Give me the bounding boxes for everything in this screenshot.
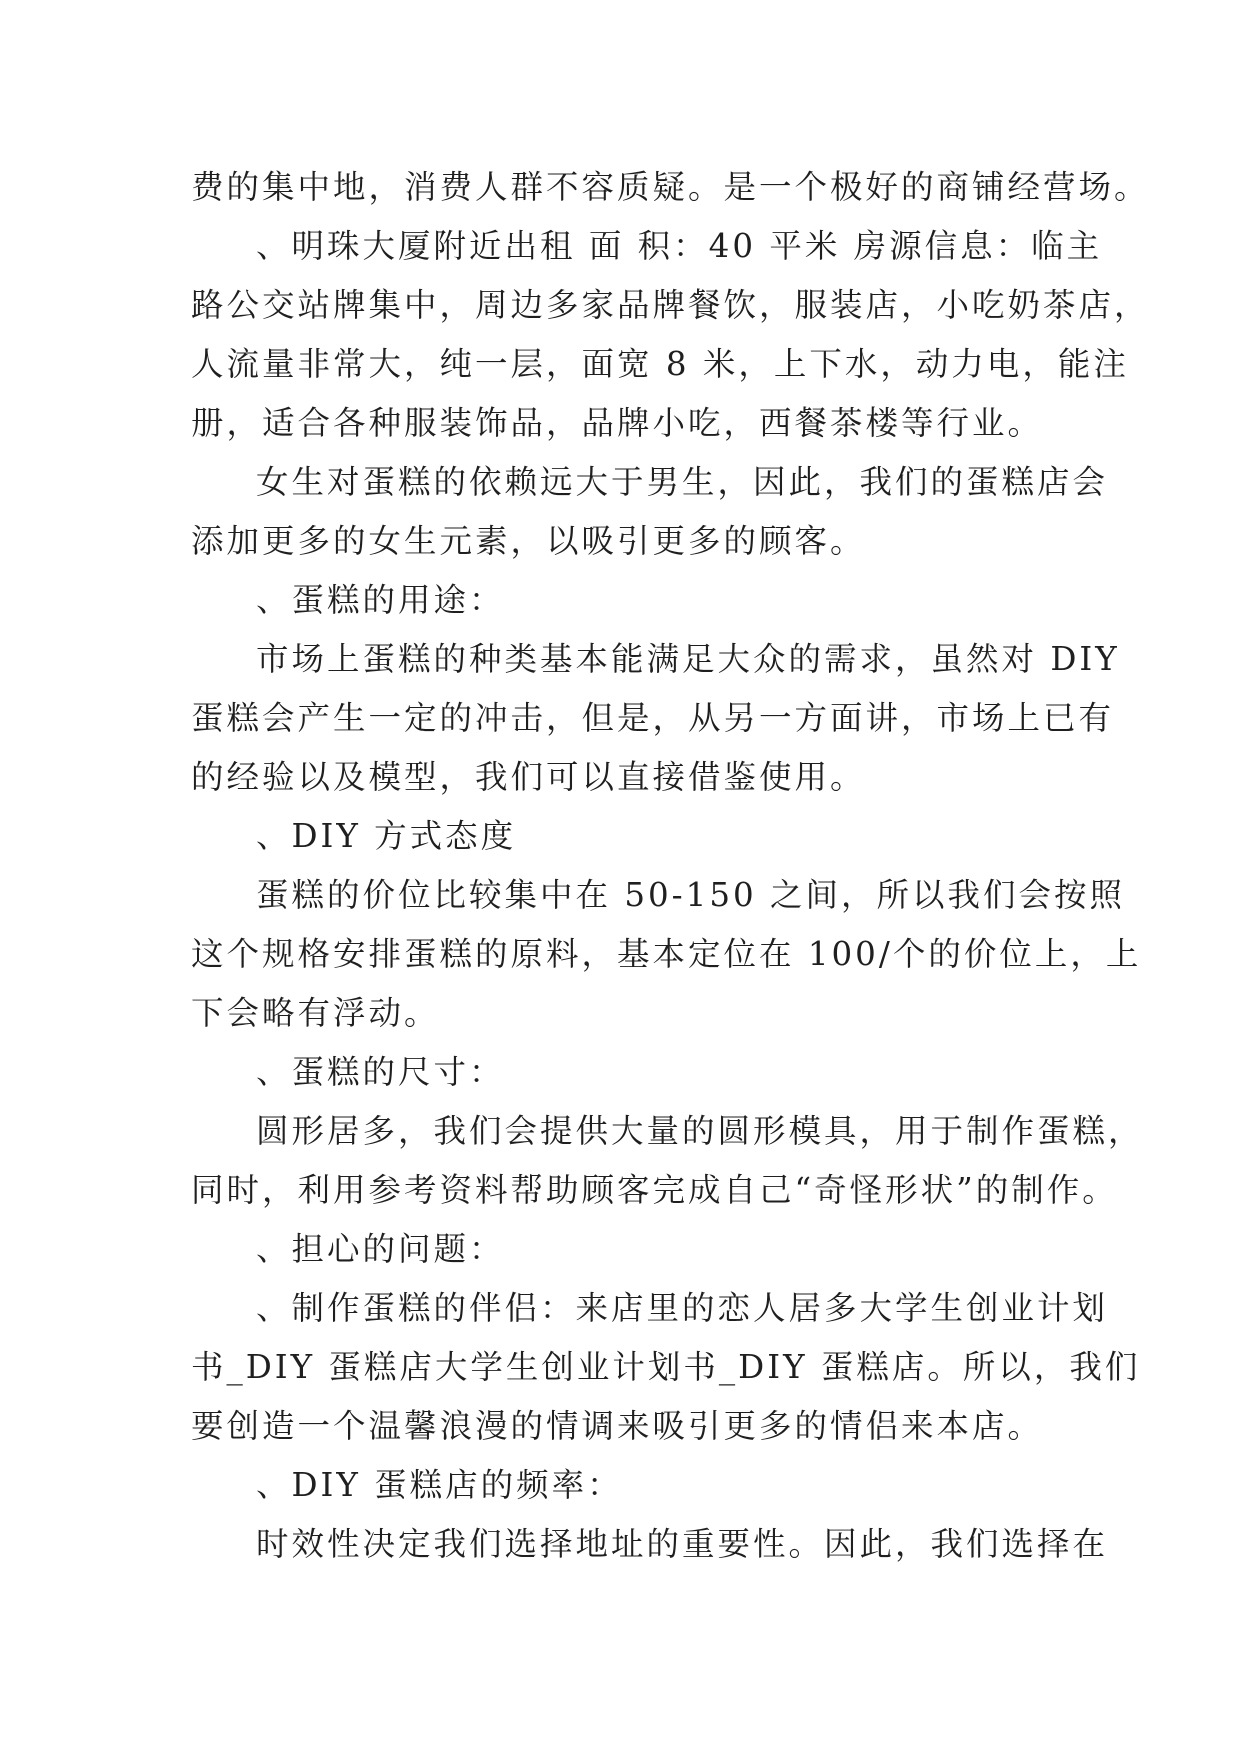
text-line: 要创造一个温馨浪漫的情调来吸引更多的情侣来本店。 [191, 1407, 1044, 1445]
text-line: 人流量非常大，纯一层，面宽 8 米，上下水，动力电，能注 [191, 345, 1129, 383]
text-line: 的经验以及模型，我们可以直接借鉴使用。 [191, 758, 866, 796]
text-line: 册，适合各种服装饰品，品牌小吃，西餐茶楼等行业。 [191, 404, 1044, 442]
text-line: 、DIY 方式态度 [256, 817, 517, 855]
text-line: 市场上蛋糕的种类基本能满足大众的需求，虽然对 DIY [256, 640, 1120, 678]
text-line: 费的集中地，消费人群不容质疑。是一个极好的商铺经营场。 [191, 168, 1150, 206]
text-line: 下会略有浮动。 [191, 994, 440, 1032]
text-line: 、蛋糕的尺寸： [256, 1053, 505, 1091]
text-line: 、蛋糕的用途： [256, 581, 505, 619]
text-line: 蛋糕会产生一定的冲击，但是，从另一方面讲，市场上已有 [191, 699, 1115, 737]
text-line: 、担心的问题： [256, 1230, 505, 1268]
text-line: 、明珠大厦附近出租 面 积：40 平米 房源信息：临主 [256, 227, 1103, 265]
text-line: 女生对蛋糕的依赖远大于男生，因此，我们的蛋糕店会 [256, 463, 1109, 501]
text-line: 添加更多的女生元素，以吸引更多的顾客。 [191, 522, 866, 560]
text-line: 路公交站牌集中，周边多家品牌餐饮，服装店，小吃奶茶店， [191, 286, 1150, 324]
text-line: 时效性决定我们选择地址的重要性。因此，我们选择在 [256, 1525, 1109, 1563]
text-line: 蛋糕的价位比较集中在 50-150 之间，所以我们会按照 [256, 876, 1126, 914]
text-line: 同时，利用参考资料帮助顾客完成自己“奇怪形状”的制作。 [191, 1171, 1118, 1209]
text-line: 、DIY 蛋糕店的频率： [256, 1466, 623, 1504]
text-line: 这个规格安排蛋糕的原料，基本定位在 100/个的价位上，上 [191, 935, 1142, 973]
text-line: 圆形居多，我们会提供大量的圆形模具，用于制作蛋糕， [256, 1112, 1144, 1150]
text-line: 书_DIY 蛋糕店大学生创业计划书_DIY 蛋糕店。所以，我们 [191, 1348, 1141, 1386]
text-line: 、制作蛋糕的伴侣：来店里的恋人居多大学生创业计划 [256, 1289, 1109, 1327]
